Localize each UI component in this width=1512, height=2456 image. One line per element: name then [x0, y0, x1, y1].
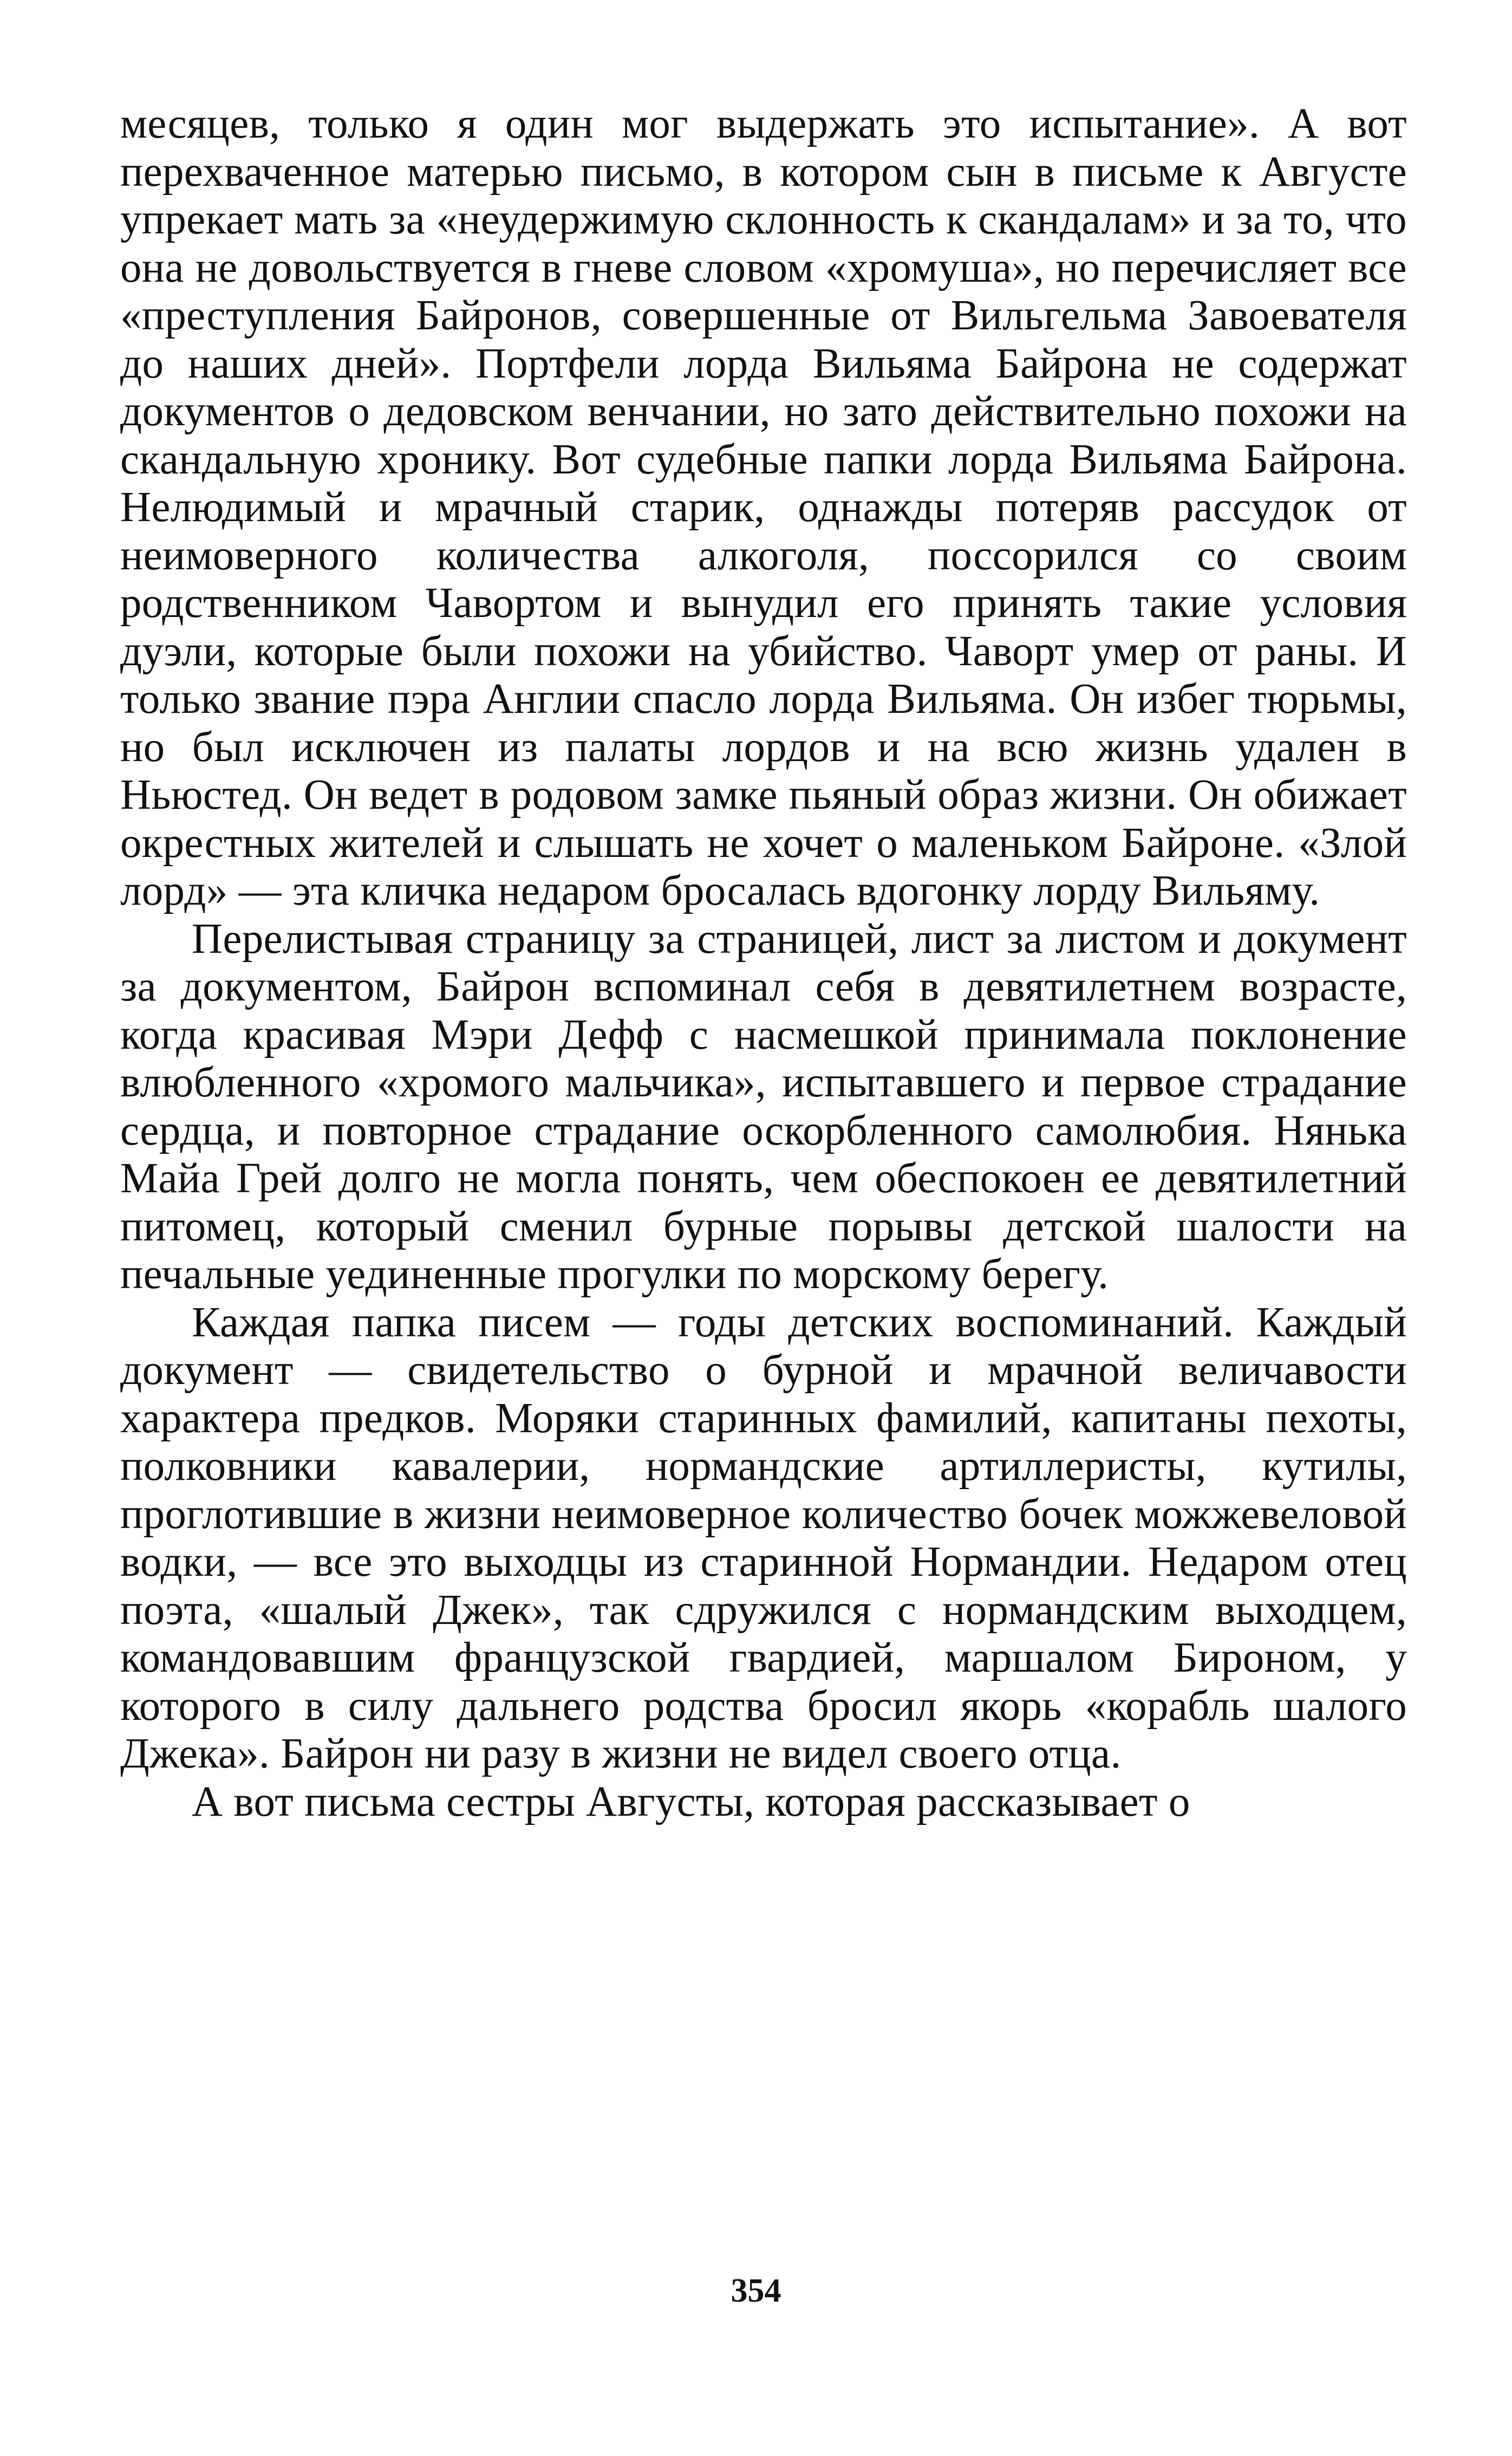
page-number: 354 — [731, 2272, 781, 2309]
paragraph-1: месяцев, только я один мог выдержать это испытание». А вот перехваченное матерью письмо, в котором сын в письме к Августе упрекает мать за «неудержимую склонность к скандалам» и за то, что она не довольствуется в гневе словом «хромуша», но перечисляет все «преступления Байронов, совершенные от Вильгельма Завоевателя до наших дней». Портфели лорда Вильяма Байрона не содержат документов о дедовском венчании, но зато действительно похожи на скандальную хронику. Вот судебные папки лорда Вильяма Байрона. Нелюдимый и мрачный старик, однажды потеряв рассудок от неимоверного количества алкоголя, поссорился со своим родственником Чавортом и вынудил его принять такие условия дуэли, которые были похожи на убийство. Чаворт умер от раны. И только звание пэра Англии спасло лорда Вильяма. Он избег тюрьмы, но был исключен из палаты лордов и на всю жизнь удален в Ньюстед. Он ведет в родовом замке пьяный образ жизни. Он обижает окрестных жителей и слышать не хочет о маленьком Байроне. «Злой лорд» — эта кличка недаром бросалась вдогонку лорду Вильяму. — [120, 100, 1407, 914]
paragraph-2: Перелистывая страницу за страницей, лист за листом и документ за документом, Байрон вспоминал себя в девятилетнем возрасте, когда красивая Мэри Дефф с насмешкой принимала поклонение влюбленного «хромого мальчика», испытавшего и первое страдание сердца, и повторное страдание оскорбленного самолюбия. Нянька Майа Грей долго не могла понять, чем обеспокоен ее девятилетний питомец, который сменил бурные порывы детской шалости на печальные уединенные прогулки по морскому берегу. — [120, 915, 1407, 1298]
paragraph-3: Каждая папка писем — годы детских воспоминаний. Каждый документ — свидетельство о бурной и мрачной величавости характера предков. Моряки старинных фамилий, капитаны пехоты, полковники кавалерии, нормандские артиллеристы, кутилы, проглотившие в жизни неимоверное количество бочек можжевеловой водки, — все это выходцы из старинной Нормандии. Недаром отец поэта, «шалый Джек», так сдружился с нормандским выходцем, командовавшим французской гвардией, маршалом Бироном, у которого в силу дальнего родства бросил якорь «корабль шалого Джека». Байрон ни разу в жизни не видел своего отца. — [120, 1298, 1407, 1777]
body-text — [120, 100, 1407, 1826]
paragraph-4: А вот письма сестры Августы, которая рассказывает о — [192, 1778, 1190, 1825]
